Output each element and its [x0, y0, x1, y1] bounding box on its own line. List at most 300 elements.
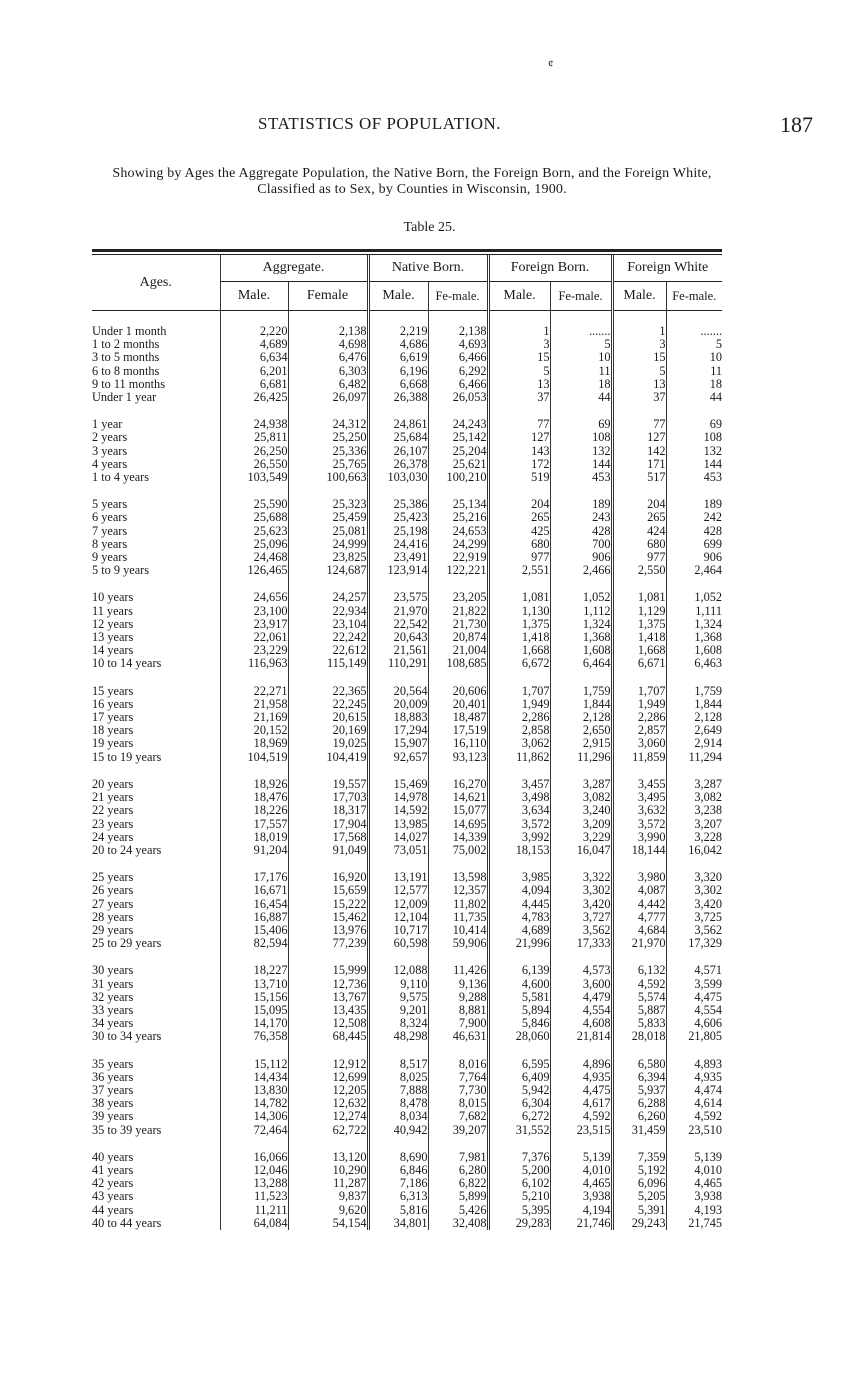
- spacer-cell: [288, 857, 368, 871]
- aggregate-male-cell: 64,084: [220, 1217, 288, 1230]
- aggregate-male-cell: 20,152: [220, 724, 288, 737]
- native-female-cell: 17,519: [428, 724, 488, 737]
- aggregate-female-cell: 23,104: [288, 618, 368, 631]
- native-female-cell: 2,138: [428, 325, 488, 338]
- native-male-cell: 13,985: [368, 818, 428, 831]
- aggregate-male-cell: 82,594: [220, 937, 288, 950]
- spacer-cell: [488, 311, 550, 326]
- foreign-white-male-cell: 6,260: [612, 1110, 666, 1123]
- table-row: [92, 1124, 722, 1137]
- table-row: [92, 884, 722, 897]
- header-group-row: [92, 255, 722, 282]
- foreign-female-cell: 2,466: [550, 564, 612, 577]
- aggregate-female-cell: 26,097: [288, 391, 368, 404]
- table-row: [92, 964, 722, 977]
- age-label-cell: 1 year: [92, 418, 123, 432]
- aggregate-female-cell: 13,435: [288, 1004, 368, 1017]
- native-female-cell: 16,110: [428, 737, 488, 750]
- table-row: [92, 871, 722, 884]
- aggregate-female-cell: 13,767: [288, 991, 368, 1004]
- foreign-white-female-cell: 108: [666, 431, 722, 444]
- table-row: [92, 1177, 722, 1190]
- native-female-cell: 24,299: [428, 538, 488, 551]
- aggregate-male-cell: 4,689: [220, 338, 288, 351]
- aggregate-male-cell: 76,358: [220, 1030, 288, 1043]
- native-female-cell: 20,401: [428, 698, 488, 711]
- aggregate-female-cell: 6,303: [288, 365, 368, 378]
- foreign-white-male-header: Male.: [612, 282, 666, 311]
- foreign-white-female-cell: 1,111: [666, 605, 722, 618]
- table-row: [92, 538, 722, 551]
- native-female-cell: 108,685: [428, 657, 488, 670]
- foreign-white-male-cell: 3,632: [612, 804, 666, 817]
- table-row: [92, 831, 722, 844]
- table-row: [92, 498, 722, 511]
- foreign-white-male-cell: 171: [612, 458, 666, 471]
- native-female-cell: 22,919: [428, 551, 488, 564]
- spacer-cell: [612, 1044, 666, 1058]
- aggregate-male-cell: 21,958: [220, 698, 288, 711]
- aggregate-female-cell: 22,242: [288, 631, 368, 644]
- spacer-cell: [488, 484, 550, 498]
- table-row: [92, 804, 722, 817]
- foreign-male-cell: 3,572: [488, 818, 550, 831]
- native-male-cell: 40,942: [368, 1124, 428, 1137]
- spacer-cell: [92, 577, 220, 591]
- aggregate-male-cell: 25,590: [220, 498, 288, 511]
- aggregate-male-cell: 16,887: [220, 911, 288, 924]
- aggregate-male-cell: 17,176: [220, 871, 288, 884]
- foreign-white-female-cell: 3,302: [666, 884, 722, 897]
- aggregate-male-cell: 18,226: [220, 804, 288, 817]
- group-spacer: [92, 311, 722, 326]
- foreign-male-cell: 5,395: [488, 1204, 550, 1217]
- population-table: [92, 255, 722, 1230]
- foreign-female-cell: 17,333: [550, 937, 612, 950]
- table-row: [92, 1164, 722, 1177]
- foreign-white-female-cell: 16,042: [666, 844, 722, 857]
- foreign-male-cell: 6,672: [488, 657, 550, 670]
- foreign-white-male-cell: 4,442: [612, 898, 666, 911]
- aggregate-female-header: Female: [288, 282, 368, 311]
- foreign-white-male-cell: 6,580: [612, 1058, 666, 1071]
- age-label-cell: Under 1 year: [92, 391, 157, 405]
- table-row: [92, 365, 722, 378]
- native-female-cell: 39,207: [428, 1124, 488, 1137]
- native-male-cell: 7,186: [368, 1177, 428, 1190]
- foreign-white-header: Foreign White: [612, 255, 722, 282]
- spacer-cell: [612, 484, 666, 498]
- foreign-white-male-cell: 18,144: [612, 844, 666, 857]
- age-label-cell: 26 years: [92, 884, 134, 898]
- table-row: [92, 445, 722, 458]
- age-label-cell: 5 to 9 years: [92, 564, 150, 578]
- spacer-cell: [550, 311, 612, 326]
- aggregate-female-cell: 25,323: [288, 498, 368, 511]
- spacer-cell: [612, 950, 666, 964]
- native-male-cell: 24,861: [368, 418, 428, 431]
- spacer-cell: [666, 1044, 722, 1058]
- foreign-male-cell: 5,942: [488, 1084, 550, 1097]
- aggregate-male-cell: 104,519: [220, 751, 288, 764]
- table-caption: Showing by Ages the Aggregate Population, the Native Born, the Foreign Born, and the Foreign White, Classified as to Sex, by Counties in Wisconsin, 1900.: [112, 166, 712, 197]
- native-male-cell: 21,561: [368, 644, 428, 657]
- spacer-cell: [368, 404, 428, 418]
- age-label-cell: 36 years: [92, 1070, 134, 1084]
- spacer-cell: [368, 1044, 428, 1058]
- foreign-white-male-cell: 5: [612, 365, 666, 378]
- group-spacer: [92, 950, 722, 964]
- foreign-born-header: Foreign Born.: [488, 255, 612, 282]
- spacer-cell: [666, 311, 722, 326]
- aggregate-male-cell: 91,204: [220, 844, 288, 857]
- aggregate-male-cell: 15,095: [220, 1004, 288, 1017]
- native-male-cell: 14,027: [368, 831, 428, 844]
- foreign-male-cell: 3,992: [488, 831, 550, 844]
- table-label: Table 25.: [403, 220, 456, 235]
- age-label-cell: 41 years: [92, 1163, 134, 1177]
- age-label-cell: 43 years: [92, 1190, 134, 1204]
- foreign-female-cell: 3,302: [550, 884, 612, 897]
- spacer-cell: [488, 857, 550, 871]
- foreign-male-cell: 4,445: [488, 898, 550, 911]
- foreign-white-male-cell: 1,418: [612, 631, 666, 644]
- spacer-cell: [550, 484, 612, 498]
- spacer-cell: [428, 577, 488, 591]
- foreign-white-female-cell: 2,128: [666, 711, 722, 724]
- foreign-male-cell: 1,668: [488, 644, 550, 657]
- foreign-white-female-cell: 11: [666, 365, 722, 378]
- age-label-cell: 13 years: [92, 631, 134, 645]
- age-label-cell: 6 years: [92, 511, 128, 525]
- native-male-cell: 8,034: [368, 1110, 428, 1123]
- foreign-male-cell: 4,783: [488, 911, 550, 924]
- native-male-cell: 21,970: [368, 605, 428, 618]
- native-male-cell: 8,324: [368, 1017, 428, 1030]
- native-female-cell: 24,243: [428, 418, 488, 431]
- native-female-cell: 25,134: [428, 498, 488, 511]
- foreign-white-female-cell: 5: [666, 338, 722, 351]
- aggregate-male-cell: 15,406: [220, 924, 288, 937]
- table-row: [92, 1110, 722, 1123]
- foreign-white-male-cell: 4,592: [612, 978, 666, 991]
- spacer-cell: [612, 857, 666, 871]
- foreign-male-cell: 3,634: [488, 804, 550, 817]
- aggregate-male-cell: 16,066: [220, 1151, 288, 1164]
- foreign-white-male-cell: 6,132: [612, 964, 666, 977]
- table-row: [92, 431, 722, 444]
- age-label-cell: 6 to 8 months: [92, 364, 160, 378]
- aggregate-female-cell: 24,999: [288, 538, 368, 551]
- foreign-male-cell: 1,418: [488, 631, 550, 644]
- aggregate-male-cell: 14,782: [220, 1097, 288, 1110]
- table-row: [92, 937, 722, 950]
- age-label-cell: 35 years: [92, 1057, 134, 1071]
- aggregate-female-cell: 6,476: [288, 351, 368, 364]
- foreign-white-male-cell: 21,970: [612, 937, 666, 950]
- native-male-cell: 26,388: [368, 391, 428, 404]
- spacer-cell: [666, 671, 722, 685]
- foreign-male-cell: 4,094: [488, 884, 550, 897]
- native-male-cell: 25,423: [368, 511, 428, 524]
- spacer-cell: [220, 671, 288, 685]
- group-spacer: [92, 404, 722, 418]
- spacer-cell: [666, 484, 722, 498]
- foreign-female-cell: 1,112: [550, 605, 612, 618]
- native-female-cell: 6,466: [428, 378, 488, 391]
- aggregate-male-cell: 13,288: [220, 1177, 288, 1190]
- spacer-cell: [368, 857, 428, 871]
- age-label-cell: 27 years: [92, 897, 134, 911]
- table-row: [92, 1004, 722, 1017]
- native-female-cell: 6,822: [428, 1177, 488, 1190]
- foreign-male-cell: 519: [488, 471, 550, 484]
- foreign-male-cell: 77: [488, 418, 550, 431]
- spacer-cell: [550, 671, 612, 685]
- foreign-female-cell: 69: [550, 418, 612, 431]
- native-male-cell: 9,201: [368, 1004, 428, 1017]
- foreign-male-cell: 1,081: [488, 591, 550, 604]
- native-male-cell: 8,478: [368, 1097, 428, 1110]
- native-female-cell: 14,695: [428, 818, 488, 831]
- table-row: [92, 338, 722, 351]
- foreign-white-male-cell: 517: [612, 471, 666, 484]
- age-label-cell: 24 years: [92, 830, 134, 844]
- aggregate-male-cell: 14,434: [220, 1071, 288, 1084]
- age-label-cell: 10 to 14 years: [92, 657, 162, 671]
- aggregate-male-cell: 72,464: [220, 1124, 288, 1137]
- spacer-cell: [220, 1137, 288, 1151]
- foreign-female-cell: 11: [550, 365, 612, 378]
- foreign-white-male-cell: 3,455: [612, 778, 666, 791]
- age-label-cell: 15 years: [92, 684, 134, 698]
- foreign-white-female-cell: 3,207: [666, 818, 722, 831]
- native-male-cell: 12,577: [368, 884, 428, 897]
- spacer-cell: [288, 404, 368, 418]
- spacer-cell: [666, 764, 722, 778]
- foreign-male-cell: 143: [488, 445, 550, 458]
- table-row: [92, 591, 722, 604]
- foreign-female-cell: 3,082: [550, 791, 612, 804]
- group-spacer: [92, 1137, 722, 1151]
- spacer-cell: [368, 1137, 428, 1151]
- age-label-cell: Under 1 month: [92, 325, 167, 338]
- aggregate-female-cell: 12,205: [288, 1084, 368, 1097]
- foreign-white-female-cell: 44: [666, 391, 722, 404]
- aggregate-female-cell: 6,482: [288, 378, 368, 391]
- foreign-white-female-cell: 2,649: [666, 724, 722, 737]
- native-male-cell: 25,386: [368, 498, 428, 511]
- foreign-white-female-cell: 4,475: [666, 991, 722, 1004]
- aggregate-female-cell: 124,687: [288, 564, 368, 577]
- foreign-white-male-cell: 204: [612, 498, 666, 511]
- foreign-male-cell: 28,060: [488, 1030, 550, 1043]
- foreign-white-male-cell: 127: [612, 431, 666, 444]
- age-label-cell: 19 years: [92, 737, 134, 751]
- age-label-cell: 25 to 29 years: [92, 937, 162, 951]
- foreign-white-male-cell: 3: [612, 338, 666, 351]
- foreign-white-female-cell: 3,287: [666, 778, 722, 791]
- aggregate-male-cell: 18,969: [220, 737, 288, 750]
- foreign-white-female-cell: 3,938: [666, 1190, 722, 1203]
- foreign-white-male-cell: 13: [612, 378, 666, 391]
- aggregate-female-cell: 25,459: [288, 511, 368, 524]
- foreign-male-cell: 1: [488, 325, 550, 338]
- table-row: [92, 711, 722, 724]
- foreign-white-female-cell: 23,510: [666, 1124, 722, 1137]
- foreign-white-female-cell: 18: [666, 378, 722, 391]
- foreign-white-female-cell: 4,554: [666, 1004, 722, 1017]
- age-label-cell: 33 years: [92, 1003, 134, 1017]
- aggregate-male-cell: 11,523: [220, 1190, 288, 1203]
- aggregate-female-cell: 12,632: [288, 1097, 368, 1110]
- table-row: [92, 418, 722, 431]
- group-spacer: [92, 484, 722, 498]
- foreign-female-cell: 4,475: [550, 1084, 612, 1097]
- aggregate-male-cell: 16,454: [220, 898, 288, 911]
- age-label-cell: 44 years: [92, 1203, 134, 1217]
- spacer-cell: [428, 404, 488, 418]
- spacer-cell: [220, 577, 288, 591]
- foreign-female-cell: 4,010: [550, 1164, 612, 1177]
- spacer-cell: [488, 764, 550, 778]
- foreign-female-cell: 4,465: [550, 1177, 612, 1190]
- age-label-cell: 9 years: [92, 551, 128, 565]
- spacer-cell: [288, 484, 368, 498]
- table-row: [92, 605, 722, 618]
- foreign-female-cell: 4,617: [550, 1097, 612, 1110]
- aggregate-male-cell: 25,688: [220, 511, 288, 524]
- native-male-cell: 60,598: [368, 937, 428, 950]
- native-male-cell: 12,088: [368, 964, 428, 977]
- foreign-white-female-cell: 4,010: [666, 1164, 722, 1177]
- foreign-white-female-cell: 4,193: [666, 1204, 722, 1217]
- aggregate-female-cell: 19,025: [288, 737, 368, 750]
- aggregate-female-cell: 20,615: [288, 711, 368, 724]
- aggregate-female-cell: 22,245: [288, 698, 368, 711]
- table-row: [92, 351, 722, 364]
- spacer-cell: [220, 950, 288, 964]
- native-female-cell: 5,426: [428, 1204, 488, 1217]
- spacer-cell: [220, 857, 288, 871]
- spacer-cell: [368, 311, 428, 326]
- aggregate-female-cell: 104,419: [288, 751, 368, 764]
- table-row: [92, 724, 722, 737]
- native-male-cell: 23,575: [368, 591, 428, 604]
- aggregate-male-cell: 15,112: [220, 1058, 288, 1071]
- age-label-cell: 9 to 11 months: [92, 377, 165, 391]
- native-female-cell: 100,210: [428, 471, 488, 484]
- spacer-cell: [368, 577, 428, 591]
- native-female-cell: 16,270: [428, 778, 488, 791]
- table-row: [92, 471, 722, 484]
- foreign-white-female-cell: 4,614: [666, 1097, 722, 1110]
- age-label-cell: 1 to 2 months: [92, 338, 160, 352]
- foreign-male-cell: 2,858: [488, 724, 550, 737]
- foreign-female-cell: 1,368: [550, 631, 612, 644]
- age-label-cell: 22 years: [92, 804, 134, 818]
- native-female-cell: 6,466: [428, 351, 488, 364]
- foreign-white-male-cell: 3,060: [612, 737, 666, 750]
- native-female-cell: 5,899: [428, 1190, 488, 1203]
- foreign-white-female-cell: .......: [666, 325, 722, 338]
- age-label-cell: 34 years: [92, 1017, 134, 1031]
- foreign-female-cell: 2,915: [550, 737, 612, 750]
- foreign-white-male-cell: 1,949: [612, 698, 666, 711]
- table-row: [92, 1217, 722, 1230]
- foreign-male-cell: 3,498: [488, 791, 550, 804]
- native-male-header: Male.: [368, 282, 428, 311]
- aggregate-male-cell: 13,830: [220, 1084, 288, 1097]
- foreign-white-female-cell: 3,320: [666, 871, 722, 884]
- foreign-male-cell: 1,375: [488, 618, 550, 631]
- foreign-female-cell: 1,324: [550, 618, 612, 631]
- foreign-female-cell: 3,209: [550, 818, 612, 831]
- foreign-male-cell: 4,600: [488, 978, 550, 991]
- native-male-cell: 12,009: [368, 898, 428, 911]
- foreign-white-female-cell: 1,759: [666, 685, 722, 698]
- table-row: [92, 1204, 722, 1217]
- native-female-cell: 7,981: [428, 1151, 488, 1164]
- foreign-male-cell: 6,304: [488, 1097, 550, 1110]
- foreign-white-male-cell: 977: [612, 551, 666, 564]
- foreign-female-cell: 1,844: [550, 698, 612, 711]
- native-male-cell: 123,914: [368, 564, 428, 577]
- native-male-cell: 6,668: [368, 378, 428, 391]
- spacer-cell: [428, 671, 488, 685]
- foreign-white-male-cell: 4,087: [612, 884, 666, 897]
- foreign-white-male-cell: 15: [612, 351, 666, 364]
- spacer-cell: [220, 1044, 288, 1058]
- foreign-male-cell: 265: [488, 511, 550, 524]
- age-label-cell: 4 years: [92, 457, 128, 471]
- foreign-white-male-cell: 1,707: [612, 685, 666, 698]
- aggregate-male-cell: 126,465: [220, 564, 288, 577]
- spacer-cell: [550, 857, 612, 871]
- age-label-cell: 10 years: [92, 591, 134, 605]
- table-row: [92, 644, 722, 657]
- foreign-male-cell: 172: [488, 458, 550, 471]
- aggregate-female-cell: 15,999: [288, 964, 368, 977]
- spacer-cell: [220, 764, 288, 778]
- table-row: [92, 778, 722, 791]
- spacer-cell: [92, 484, 220, 498]
- foreign-female-cell: 21,814: [550, 1030, 612, 1043]
- foreign-female-cell: 6,464: [550, 657, 612, 670]
- age-label-cell: 35 to 39 years: [92, 1123, 162, 1137]
- age-label-cell: 23 years: [92, 817, 134, 831]
- foreign-white-female-cell: 4,592: [666, 1110, 722, 1123]
- native-female-cell: 20,606: [428, 685, 488, 698]
- native-male-cell: 6,196: [368, 365, 428, 378]
- aggregate-male-cell: 103,549: [220, 471, 288, 484]
- age-label-cell: 7 years: [92, 524, 128, 538]
- native-female-cell: 75,002: [428, 844, 488, 857]
- age-label-cell: 5 years: [92, 498, 128, 512]
- native-female-cell: 59,906: [428, 937, 488, 950]
- native-female-cell: 8,016: [428, 1058, 488, 1071]
- native-female-cell: 13,598: [428, 871, 488, 884]
- spacer-cell: [428, 1044, 488, 1058]
- foreign-male-cell: 6,102: [488, 1177, 550, 1190]
- spacer-cell: [288, 1137, 368, 1151]
- native-female-cell: 46,631: [428, 1030, 488, 1043]
- aggregate-female-cell: 9,620: [288, 1204, 368, 1217]
- spacer-cell: [666, 950, 722, 964]
- age-label-cell: 2 years: [92, 431, 128, 445]
- foreign-female-cell: 18: [550, 378, 612, 391]
- table-row: [92, 991, 722, 1004]
